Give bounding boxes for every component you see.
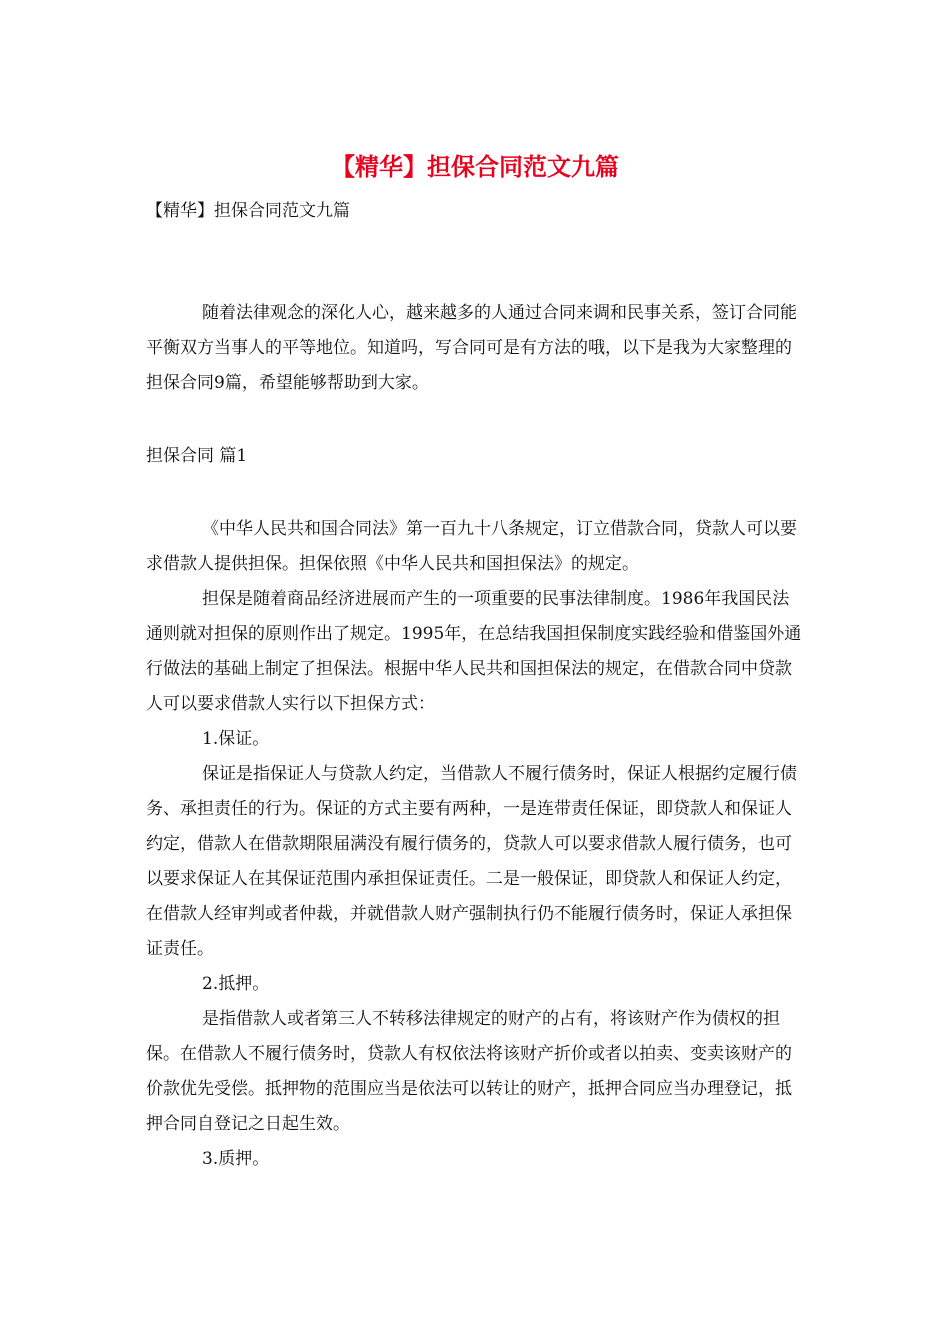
intro-paragraph: 随着法律观念的深化人心，越来越多的人通过合同来调和民事关系，签订合同能平衡双方当事人的平等地位。知道吗，写合同可是有方法的哦，以下是我为大家整理的担保合同9篇，希望能够帮助到大家。 [146, 303, 797, 393]
document-subtitle: 【精华】担保合同范文九篇 [146, 201, 350, 221]
document-title: 【精华】担保合同范文九篇 [331, 153, 619, 181]
paragraph: 是指借款人或者第三人不转移法律规定的财产的占有，将该财产作为债权的担保。在借款人不履行债务时，贷款人有权依法将该财产折价或者以拍卖、变卖该财产的价款优先受偿。抵押物的范围应当是依法可以转让的财产，抵押合同应当办理登记，抵押合同自登记之日起生效。 [146, 1009, 792, 1134]
paragraph: 保证是指保证人与贷款人约定，当借款人不履行债务时，保证人根据约定履行债务、承担责任的行为。保证的方式主要有两种，一是连带责任保证，即贷款人和保证人约定，借款人在借款期限届满没有履行债务的，贷款人可以要求借款人履行债务，也可以要求保证人在其保证范围内承担保证责任。二是一般保证，即贷款人和保证人约定，在借款人经审判或者仲裁，并就借款人财产强制执行仍不能履行债务时，保证人承担保证责任。 [146, 764, 797, 959]
list-heading: 3.质押。 [202, 1149, 270, 1169]
list-heading: 2.抵押。 [202, 974, 270, 994]
list-heading: 1.保证。 [202, 729, 270, 749]
paragraph: 《中华人民共和国合同法》第一百九十八条规定，订立借款合同，贷款人可以要求借款人提供担保。担保依照《中华人民共和国担保法》的规定。 [146, 519, 797, 574]
section-heading: 担保合同 篇1 [146, 446, 248, 466]
document-body [146, 296, 806, 1177]
paragraph: 担保是随着商品经济进展而产生的一项重要的民事法律制度。1986年我国民法通则就对担保的原则作出了规定。1995年，在总结我国担保制度实践经验和借鉴国外通行做法的基础上制定了担保法。根据中华人民共和国担保法的规定，在借款合同中贷款人可以要求借款人实行以下担保方式： [146, 589, 802, 714]
